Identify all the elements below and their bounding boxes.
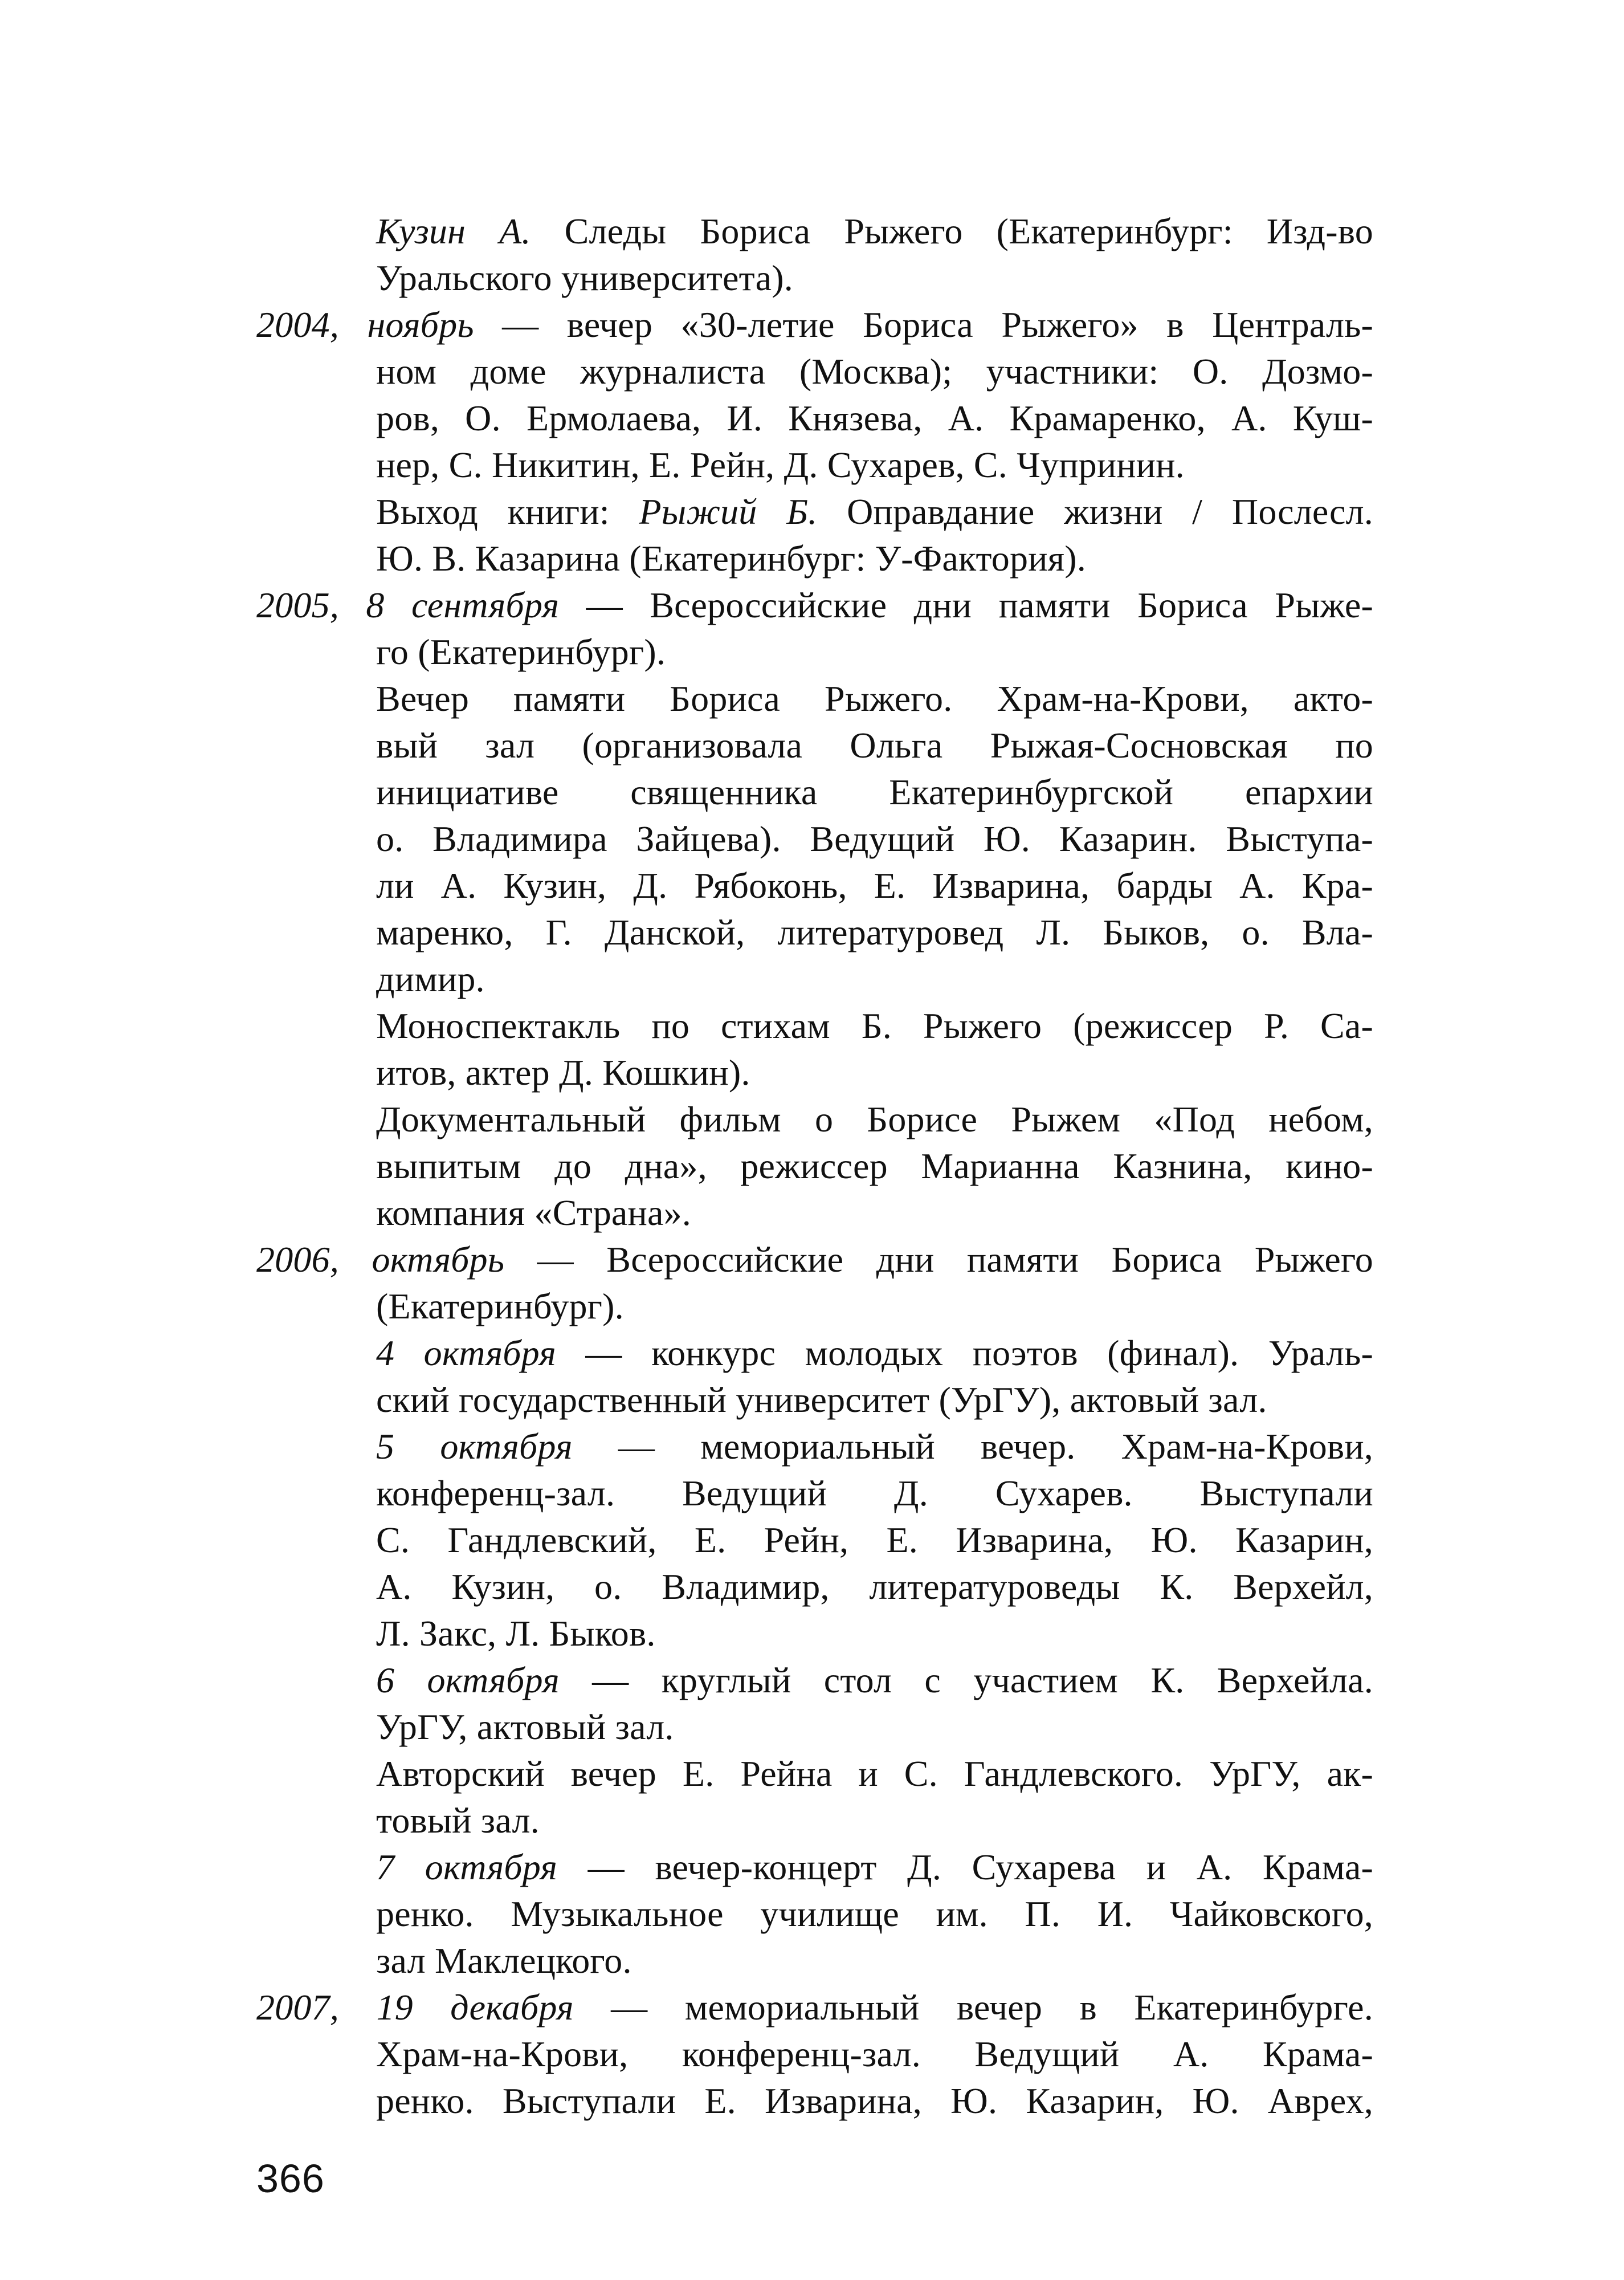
text-line (256, 1891, 1373, 1937)
text-line (256, 956, 1373, 1003)
entry-date-line (256, 302, 1373, 348)
text-line (256, 1190, 1373, 1236)
text-segment: итов, актер Д. Кошкин). (376, 1052, 750, 1093)
italic-segment: 4 октября (376, 1333, 556, 1373)
text-segment: Документальный фильм о Борисе Рыжем «Под небом, (376, 1099, 1373, 1139)
text-segment: УрГУ, актовый зал. (376, 1707, 674, 1747)
text-segment: С. Гандлевский, Е. Рейн, Е. Изварина, Ю. Казарин, (376, 1520, 1373, 1560)
text-segment: выпитым до дна», режиссер Марианна Казнина, кино- (376, 1146, 1373, 1186)
text-line (256, 208, 1373, 255)
text-segment: ренко. Музыкальное училище им. П. И. Чайковского, (376, 1894, 1373, 1934)
text-line (256, 1797, 1373, 1844)
text-line (256, 909, 1373, 956)
text-line (256, 255, 1373, 302)
text-line (256, 1844, 1373, 1891)
text-line (256, 2078, 1373, 2124)
text-line (256, 675, 1373, 722)
text-segment: — Всероссийские дни памяти Бориса Рыже- (559, 585, 1374, 625)
text-line (256, 722, 1373, 769)
text-line (256, 2031, 1373, 2078)
text-segment: Выход книги: (376, 491, 639, 532)
text-segment: ский государственный университет (УрГУ), актовый зал. (376, 1379, 1267, 1420)
text-segment: — Всероссийские дни памяти Бориса Рыжего (504, 1239, 1373, 1280)
italic-segment: Рыжий Б. (639, 491, 818, 532)
text-line (256, 1049, 1373, 1096)
text-segment: (Екатеринбург). (376, 1286, 624, 1326)
text-segment: ренко. Выступали Е. Изварина, Ю. Казарин, Ю. Аврех, (376, 2080, 1373, 2121)
text-line (256, 1143, 1373, 1190)
text-segment: зал Маклецкого. (376, 1940, 632, 1981)
page-number: 366 (256, 2156, 325, 2201)
text-line (256, 488, 1373, 535)
text-segment: инициативе священника Екатеринбургской епархии (376, 772, 1373, 812)
text-line (256, 1423, 1373, 1470)
text-segment: Уральского университета). (376, 258, 793, 298)
text-line (256, 769, 1373, 816)
text-line (256, 862, 1373, 909)
text-line (256, 1377, 1373, 1423)
text-segment: ли А. Кузин, Д. Рябоконь, Е. Изварина, барды А. Кра- (376, 865, 1373, 906)
text-segment: Следы Бориса Рыжего (Екатеринбург: Изд-во (531, 211, 1373, 251)
italic-segment: 2006, октябрь (256, 1239, 505, 1280)
text-segment: компания «Страна». (376, 1192, 691, 1233)
text-segment: Моноспектакль по стихам Б. Рыжего (режиссер Р. Са- (376, 1005, 1373, 1046)
entry-date-line (256, 1984, 1373, 2031)
text-segment: Храм-на-Крови, конференц-зал. Ведущий А. Крама- (376, 2034, 1373, 2074)
entry-date-line (256, 582, 1373, 629)
text-line (256, 442, 1373, 488)
text-segment: ном доме журналиста (Москва); участники: О. Дозмо- (376, 351, 1373, 392)
text-segment: А. Кузин, о. Владимир, литературоведы К. Верхейл, (376, 1566, 1373, 1607)
text-line (256, 1470, 1373, 1517)
italic-segment: Кузин А. (376, 211, 531, 251)
text-segment: — вечер-концерт Д. Сухарева и А. Крама- (557, 1847, 1373, 1887)
text-segment: — круглый стол с участием К. Верхейла. (559, 1660, 1373, 1700)
italic-segment: 2005, 8 сентября (256, 585, 560, 625)
text-line (256, 1937, 1373, 1984)
text-line (256, 1564, 1373, 1610)
italic-segment: 2007, 19 декабря (256, 1987, 574, 2027)
italic-segment: 2004, ноябрь (256, 304, 474, 345)
text-line (256, 395, 1373, 442)
text-line (256, 1704, 1373, 1750)
text-segment: нер, С. Никитин, Е. Рейн, Д. Сухарев, С. Чупринин. (376, 445, 1185, 485)
text-segment: вый зал (организовала Ольга Рыжая-Сосновская по (376, 725, 1373, 766)
text-line (256, 1096, 1373, 1143)
text-segment: — мемориальный вечер. Храм-на-Крови, (572, 1426, 1373, 1467)
text-segment: товый зал. (376, 1800, 540, 1841)
text-line (256, 1610, 1373, 1657)
text-segment: Авторский вечер Е. Рейна и С. Гандлевского. УрГУ, ак- (376, 1753, 1373, 1794)
text-segment: конференц-зал. Ведущий Д. Сухарев. Выступали (376, 1473, 1373, 1513)
entry-date-line (256, 1236, 1373, 1283)
text-segment: го (Екатеринбург). (376, 632, 666, 672)
text-line (256, 348, 1373, 395)
text-segment: Вечер памяти Бориса Рыжего. Храм-на-Крови, акто- (376, 678, 1373, 719)
italic-segment: 5 октября (376, 1426, 573, 1467)
text-line (256, 1517, 1373, 1564)
text-segment: — мемориальный вечер в Екатеринбурге. (573, 1987, 1373, 2027)
italic-segment: 6 октября (376, 1660, 560, 1700)
text-segment: — конкурс молодых поэтов (финал). Ураль- (556, 1333, 1373, 1373)
text-segment: Оправдание жизни / Послесл. (817, 491, 1373, 532)
italic-segment: 7 октября (376, 1847, 558, 1887)
text-segment: ров, О. Ермолаева, И. Князева, А. Крамаренко, А. Куш- (376, 398, 1373, 438)
text-segment: Л. Закс, Л. Быков. (376, 1613, 656, 1654)
text-line (256, 1003, 1373, 1049)
text-line (256, 1750, 1373, 1797)
text-segment: — вечер «30-летие Бориса Рыжего» в Централь- (474, 304, 1374, 345)
text-segment: маренко, Г. Данской, литературовед Л. Быков, о. Вла- (376, 912, 1373, 952)
text-line (256, 816, 1373, 862)
text-line (256, 1657, 1373, 1704)
text-line (256, 1283, 1373, 1330)
text-line (256, 629, 1373, 675)
text-segment: о. Владимира Зайцева). Ведущий Ю. Казарин. Выступа- (376, 819, 1373, 859)
text-line (256, 1330, 1373, 1377)
text-segment: димир. (376, 959, 485, 999)
text-line (256, 535, 1373, 582)
chronology-text (256, 208, 1373, 2124)
text-segment: Ю. В. Казарина (Екатеринбург: У-Фактория). (376, 538, 1086, 579)
